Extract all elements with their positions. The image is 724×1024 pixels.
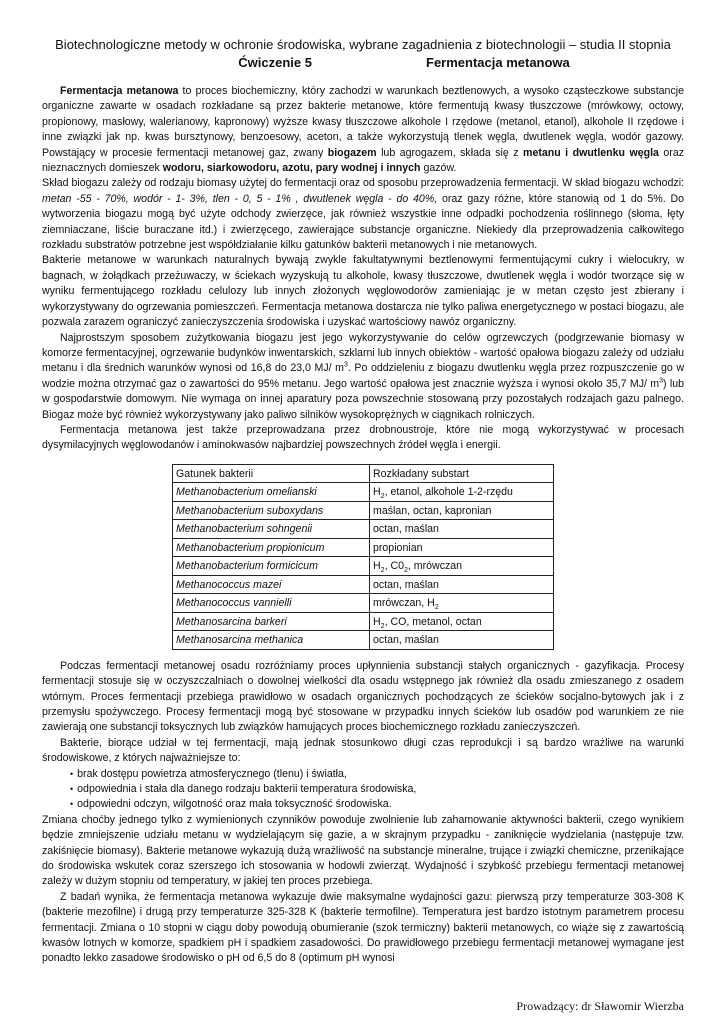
exercise-number: Ćwiczenie 5	[238, 55, 312, 70]
superscript: 3	[659, 377, 663, 385]
substrate-text: , C0	[384, 560, 404, 572]
species-cell: Methanobacterium formicicum	[173, 557, 370, 576]
substrate-text: , CO, metanol, octan	[384, 615, 482, 628]
substrate-cell	[370, 575, 554, 594]
table-row	[173, 594, 554, 613]
paragraph-process: Podczas fermentacji metanowej osadu rozróżniamy proces upłynnienia substancji stałych organicznych - gazyfikacja. Procesy fermentacji stosuje się w oczyszczalniach o dowolnej wielkości dla osadu wstępnego jak również dla osadu zmieszanego z osadem wtórnym. Proces fermentacji przebiega prawidłowo w osadach organicznych pochodzących ze ścieków socjalno-bytowych jak i z przemysłu spożywczego. Procesy fermentacji mogą być stosowane w przypadku innych ścieków lub osadów pod warunkiem ze nie zawierają one substancji toksycznych lub związków hamujących proces biochemicznego rozkładu zanieczyszczeń.	[42, 659, 684, 734]
list-item: • odpowiedni odczyn, wilgotność oraz mała toksyczność środowiska.	[70, 797, 684, 812]
conditions-list	[42, 767, 684, 813]
substrate-cell	[370, 520, 554, 539]
paragraph-usage	[42, 331, 684, 423]
composition-italic: metan -55 - 70%, wodór - 1- 3%, tlen - 0, 5 - 1% , dwutlenek węgla - do 40%,	[42, 192, 438, 205]
table-row	[173, 612, 554, 631]
table-row	[173, 483, 554, 502]
table-row	[173, 631, 554, 650]
list-item: • odpowiednia i stała dla danego rodzaju bakterii temperatura środowiska,	[70, 782, 684, 797]
substrate-text: octan, maślan	[373, 578, 439, 591]
substrate-cell	[370, 501, 554, 520]
substrate-cell	[370, 631, 554, 650]
substrate-text: H	[373, 486, 381, 498]
species-cell: Methanobacterium omelianski	[173, 483, 370, 502]
paragraph-conditions: Bakterie, biorące udział w tej fermentacji, mają jednak stosunkowo długi czas reprodukcji i są bardzo wrażliwe na warunki środowiskowe, z których najważniejsze to:	[42, 736, 684, 765]
substrate-cell	[370, 557, 554, 576]
substrate-cell	[370, 594, 554, 613]
substrate-cell	[370, 612, 554, 631]
term-biogaz: biogazem	[327, 146, 377, 159]
substrate-text: maślan, octan, kapronian	[373, 504, 492, 517]
list-item: • brak dostępu powietrza atmosferycznego (tlenu) i światła,	[70, 767, 684, 782]
exercise-header	[42, 54, 684, 72]
species-cell: Methanococcus mazei	[173, 575, 370, 594]
substrate-text: H	[373, 615, 381, 628]
species-cell: Methanobacterium sohngenii	[173, 520, 370, 539]
text-span: Skład biogazu zależy od rodzaju biomasy użytej do fermentacji oraz od sposobu przeprowadzenia fermentacji. W skład biogazu wchodzi:	[42, 177, 684, 190]
text-span: lub agrogazem, składa się z	[376, 146, 524, 159]
text-span: to proces biochemiczny, który zachodzi w warunkach beztlenowych, a wysoko cząsteczkowe substancje organiczne zawarte w osadach rozkładane są przez bakterie metanowe, które fermentują kwasy tłuszczowe (mrówkowy, octowy, propionowy, masłowy, walerianowy, kapronowy) wyższe kwasy tłuszczowe alkohole I rzędowe (metanol, etanol), alkohole II rzędowe i inne związki jak np. kwas bursztynowy, benzoesowy, aceton, a także wykorzystują tlenek węgla, dwutlenek węgla, wodór gazowy. Powstający w procesie fermentacji metanowej gaz, zwany	[42, 85, 684, 159]
paragraph-intro	[42, 84, 684, 176]
substrate-cell	[370, 483, 554, 502]
species-cell: Methanobacterium propionicum	[173, 538, 370, 557]
species-cell: Methanobacterium suboxydans	[173, 501, 370, 520]
substrate-text: , mrówczan	[407, 560, 463, 572]
species-cell: Methanosarcina barkeri	[173, 612, 370, 631]
subscript: 2	[380, 567, 385, 575]
table-row	[173, 501, 554, 520]
substrate-text: , etanol, alkohole 1-2-rzędu	[384, 486, 513, 498]
paragraph-temperature: Z badań wynika, że fermentacja metanowa wykazuje dwie maksymalne wydajności gazu: pierwszą przy temperaturze 303-308 K (bakterie mezofilne) i drugą przy temperaturze 325-328 K (bakterie termofilne). Temperatura jest bardzo istotnym parametrem procesu fermentacji. Zmiana o 10 stopni w ciągu doby powodują obumieranie (szok termiczny) bakterii metanowych, co wiąże się z zawartością kwasów lotnych w komorze, spadkiem pH i spadkiem zasadowości. Do prawidłowego przebiegu fermentacji metanowej wymagane jest ponadto lekko zasadowe środowisko o pH od 6,5 do 8 (optimum pH wynosi	[42, 890, 684, 965]
substrate-text: propionian	[373, 541, 423, 554]
species-cell: Methanococcus vannielli	[173, 594, 370, 613]
text-span: oraz nieznacznych domieszek	[42, 146, 685, 175]
footer-author: Prowadzący: dr Sławomir Wierzba	[516, 998, 684, 1013]
table-header-cell: Gatunek bakterii	[173, 464, 370, 483]
substrate-cell	[370, 538, 554, 557]
paragraph-sensitivity: Zmiana choćby jednego tylko z wymienionych czynników powoduje zwolnienie lub zahamowanie aktywności bakterii, czego wynikiem będzie zmniejszenie udziału metanu w wydzielającym się gazie, a w skrajnym przypadku - zaniknięcie wydzielania (następuje tzw. zakiśnięcie biomasy). Bakterie metanowe wykazują dużą wrażliwość na substancje mineralne, trujące i związki chemiczne, przenikające do środowiska wskutek coraz szerszego ich stosowania w hodowli zwierząt. Wydajność i szybkość przebiegu fermentacji metanowej zależy w dużym stopniu od temperatury, w jakiej ten proces przebiega.	[42, 813, 684, 888]
substrate-text: octan, maślan	[373, 634, 439, 646]
course-title: Biotechnologiczne metody w ochronie środowiska, wybrane zagadnienia z biotechnologii – studia II stopnia	[55, 37, 671, 52]
text-span: ) lub w gospodarstwie domowym. Nie wymaga on innej aparatury poza powszechnie stosowaną przy pozostałych rodzajach gazu palnego. Biogaz może być również wykorzystywany jako paliwo silników wysokoprężnych w ciągnikach rolniczych.	[42, 377, 684, 421]
table-row	[173, 575, 554, 594]
subscript: 2	[380, 622, 385, 630]
subscript: 2	[434, 604, 439, 612]
text-span: . Po oddzieleniu z biogazu dwutlenku węgla przez rozpuszczenie go w wodzie można otrzymać gaz o zawartości do 95% metanu. Jego wartość opałowa jest znacznie wyższa i wynosi około 35,7 MJ/ m	[42, 362, 684, 390]
paragraph-composition	[42, 176, 684, 253]
species-cell: Methanosarcina methanica	[173, 631, 370, 650]
term-gases-minor: wodoru, siarkowodoru, azotu, pary wodnej i innych	[162, 162, 421, 175]
term-gases-main: metanu i dwutlenku węgla	[523, 146, 659, 159]
table-row	[173, 538, 554, 557]
paragraph-bacteria: Bakterie metanowe w warunkach naturalnych bywają zwykle fakultatywnymi beztlenowymi fermentującymi cukry i wielocukry, w bagnach, w żołądkach przeżuwaczy, w ściekach wyzyskują tu alkohole, kwasy tłuszczowe, dwutlenek węgla i wodór tworzące się w wyniku fermentującego rozkładu celulozy lub innych złożonych węglowodorów zamieniając je w metan często jest zbierany i wykorzystywany do ogrzewania pomieszczeń. Fermentacja metanowa dostarcza nie tylko paliwa energetycznego w postaci biogazu, ale pozwala zarazem ograniczyć zanieczyszczenia środowiska i uzyskać wartościowy nawóz organiczny.	[42, 254, 684, 329]
term-bold: Fermentacja metanowa	[60, 85, 179, 97]
text-span: Najprostszym sposobem zużytkowania biogazu jest jego wykorzystywanie do celów ogrzewczych (podgrzewanie biomasy w komorze fermentacyjnej, ogrzewanie budynków inwentarskich, szklarni lub innych obiektów - wartość opałowa biogazu zależy od udziału metanu i dla średnich warunków wynosi od 16,8 do 23,0 MJ/ m	[42, 331, 684, 375]
table-row	[173, 557, 554, 576]
bacteria-table	[172, 464, 554, 650]
paragraph-microbes: Fermentacja metanowa jest także przeprowadzana przez drobnoustroje, które nie mogą wykorzystywać w procesach dysymilacyjnych węglowodanów i aminokwasów najbardziej powszechnych źródeł węgla i energii.	[42, 423, 684, 452]
substrate-text: mrówczan, H	[373, 597, 435, 609]
substrate-text: H	[373, 560, 381, 572]
text-span: gazów.	[420, 162, 457, 175]
exercise-title: Fermentacja metanowa	[426, 55, 570, 70]
superscript: 3	[343, 361, 348, 369]
substrate-text: octan, maślan	[373, 523, 439, 535]
table-header-row	[173, 464, 554, 483]
table-row	[173, 520, 554, 539]
table-header-cell: Rozkładany substart	[370, 464, 554, 483]
text-span: oraz gazy różne, które stanowią od 1 do 5%. Do wytworzenia biogazu mogą być użyte odchody zwierzęce, jak również wszystkie inne odpadki pochodzenia roślinnego (słoma, łęty ziemniaczane, liście buraczane itd.) i zwierzęcego, zawierające substancje organiczne. Niekiedy dla przeprowadzenia całkowitego rozkładu substratów potrzebne jest współdziałanie kilku gatunków bakterii metanowych i nie metanowych.	[42, 192, 684, 252]
subscript: 2	[404, 567, 408, 575]
subscript: 2	[380, 493, 385, 501]
